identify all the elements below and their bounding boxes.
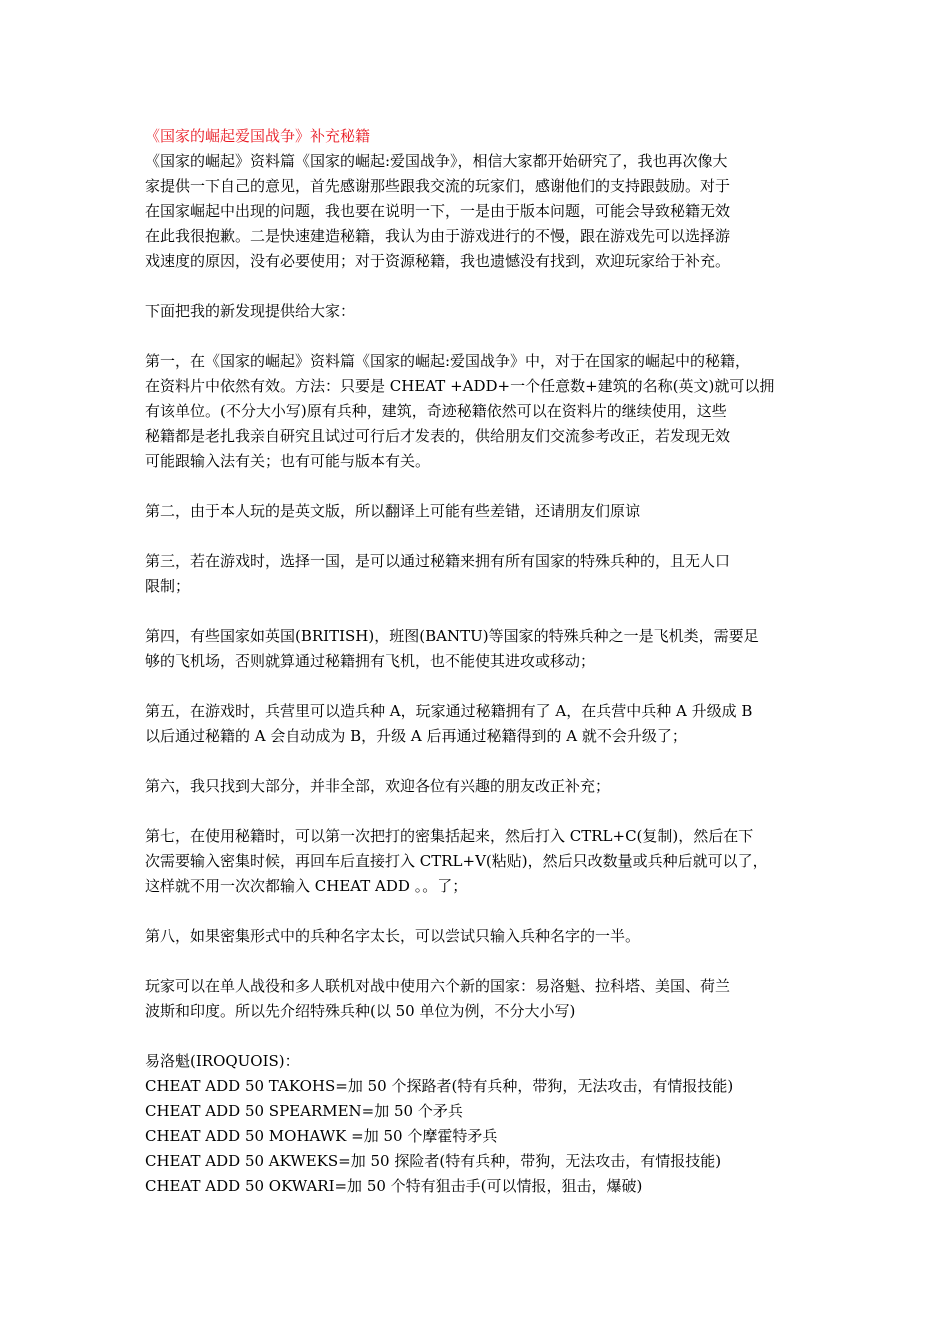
paragraph-gap (145, 749, 825, 774)
paragraph-line: 第六，我只找到大部分，并非全部，欢迎各位有兴趣的朋友改正补充； (145, 777, 611, 795)
paragraph-line: 在资料片中依然有效。方法：只要是 CHEAT +ADD+一个任意数+建筑的名称(英文)就可以拥 (145, 377, 775, 395)
point-8-paragraph (145, 924, 825, 949)
paragraph-line: 玩家可以在单人战役和多人联机对战中使用六个新的国家：易洛魁、拉科塔、美国、荷兰 (145, 977, 731, 995)
point-6-paragraph (145, 774, 825, 799)
paragraph-line: 第三，若在游戏时，选择一国，是可以通过秘籍来拥有所有国家的特殊兵种的，且无人口 (145, 552, 731, 570)
paragraph-gap (145, 949, 825, 974)
paragraph-gap (145, 324, 825, 349)
point-3-paragraph (145, 549, 825, 599)
point-5-paragraph (145, 699, 825, 749)
paragraph-line: 第四，有些国家如英国(BRITISH)，班图(BANTU)等国家的特殊兵种之一是飞机类，需要足 (145, 627, 759, 645)
paragraph-line: 有该单位。(不分大小写)原有兵种，建筑，奇迹秘籍依然可以在资料片的继续使用，这些 (145, 402, 727, 420)
paragraph-line: 够的飞机场，否则就算通过秘籍拥有飞机，也不能使其进攻或移动； (145, 652, 596, 670)
paragraph-line: 戏速度的原因，没有必要使用；对于资源秘籍，我也遗憾没有找到，欢迎玩家给于补充。 (145, 252, 731, 270)
paragraph-line: 以后通过秘籍的 A 会自动成为 B，升级 A 后再通过秘籍得到的 A 就不会升级了； (145, 727, 687, 745)
cheat-code-line: CHEAT ADD 50 OKWARI=加 50 个特有狙击手(可以情报，狙击，爆破) (145, 1177, 643, 1195)
cheat-code-line: CHEAT ADD 50 MOHAWK =加 50 个摩霍特矛兵 (145, 1127, 498, 1145)
paragraph-gap (145, 1024, 825, 1049)
paragraph-line: 第一，在《国家的崛起》资料篇《国家的崛起:爱国战争》中，对于在国家的崛起中的秘籍， (145, 352, 751, 370)
cheat-code-line: CHEAT ADD 50 SPEARMEN=加 50 个矛兵 (145, 1102, 463, 1120)
intro-paragraph (145, 149, 825, 274)
paragraph-line: 第七，在使用秘籍时，可以第一次把打的密集括起来，然后打入 CTRL+C(复制)，然后在下 (145, 827, 754, 845)
cheat-code-line: CHEAT ADD 50 TAKOHS=加 50 个探路者(特有兵种，带狗，无法攻击，有情报技能) (145, 1077, 734, 1095)
paragraph-gap (145, 524, 825, 549)
point-1-paragraph (145, 349, 825, 474)
paragraph-line: 第二，由于本人玩的是英文版，所以翻译上可能有些差错，还请朋友们原谅 (145, 502, 641, 520)
paragraph-line: 秘籍都是老扎我亲自研究且试过可行后才发表的，供给朋友们交流参考改正，若发现无效 (145, 427, 731, 445)
paragraph-line: 《国家的崛起》资料篇《国家的崛起:爱国战争》，相信大家都开始研究了，我也再次像大 (145, 152, 728, 170)
paragraph-line: 波斯和印度。所以先介绍特殊兵种(以 50 单位为例，不分大小写) (145, 1002, 576, 1020)
paragraph-line: 在国家崛起中出现的问题，我也要在说明一下，一是由于版本问题，可能会导致秘籍无效 (145, 202, 731, 220)
iroquois-section (145, 1049, 825, 1199)
paragraph-line: 在此我很抱歉。二是快速建造秘籍，我认为由于游戏进行的不慢，跟在游戏先可以选择游 (145, 227, 731, 245)
paragraph-gap (145, 899, 825, 924)
point-2-paragraph (145, 499, 825, 524)
paragraph-gap (145, 674, 825, 699)
paragraph-line: 这样就不用一次次都输入 CHEAT ADD 。。了； (145, 877, 468, 895)
paragraph-line: 家提供一下自己的意见，首先感谢那些跟我交流的玩家们，感谢他们的支持跟鼓励。对于 (145, 177, 731, 195)
document-title: 《国家的崛起爱国战争》补充秘籍 (145, 127, 371, 145)
paragraph-gap (145, 799, 825, 824)
iroquois-heading: 易洛魁(IROQUOIS)： (145, 1052, 300, 1070)
paragraph-line: 次需要输入密集时候，再回车后直接打入 CTRL+V(粘贴)，然后只改数量或兵种后就可以了， (145, 852, 768, 870)
paragraph-line: 第八，如果密集形式中的兵种名字太长，可以尝试只输入兵种名字的一半。 (145, 927, 641, 945)
paragraph-line: 可能跟输入法有关；也有可能与版本有关。 (145, 452, 431, 470)
nations-intro-paragraph (145, 974, 825, 1024)
cheat-code-line: CHEAT ADD 50 AKWEKS=加 50 探险者(特有兵种，带狗，无法攻击，有情报技能) (145, 1152, 722, 1170)
point-4-paragraph (145, 624, 825, 674)
paragraph-gap (145, 599, 825, 624)
paragraph-line: 第五，在游戏时，兵营里可以造兵种 A，玩家通过秘籍拥有了 A，在兵营中兵种 A 升级成 B (145, 702, 753, 720)
paragraph-gap (145, 274, 825, 299)
paragraph-line: 限制； (145, 577, 191, 595)
document-page (145, 124, 825, 1199)
point-7-paragraph (145, 824, 825, 899)
lead-paragraph: 下面把我的新发现提供给大家： (145, 302, 356, 320)
paragraph-gap (145, 474, 825, 499)
